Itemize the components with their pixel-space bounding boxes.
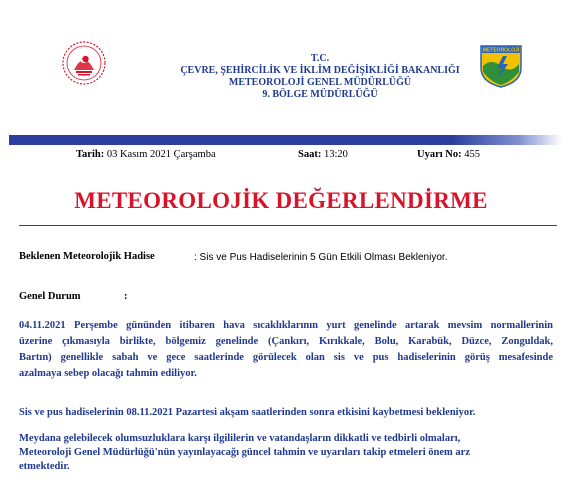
paragraph-forecast-line: Bartın) genellikle sabah ve gece saatlerinde görülecek olan sis ve pus hadiselerinin görüş mesafesinde xyxy=(19,352,553,363)
header-divider-band-fade xyxy=(452,135,562,145)
header-line-ministry: ÇEVRE, ŞEHİRCİLİK VE İKLİM DEĞİŞİKLİĞİ BAKANLIĞI xyxy=(180,65,460,76)
paragraph-advice-line: Meteoroloji Genel Müdürlüğü'nün yayınlayacağı güncel tahmin ve uyarıları takip etmeleri önem arz xyxy=(19,447,470,458)
paragraph-forecast xyxy=(19,318,553,382)
date-field xyxy=(76,149,216,160)
ministry-emblem-icon xyxy=(61,40,107,86)
expected-event-label: Beklenen Meteorolojik Hadise xyxy=(19,251,155,262)
title-divider xyxy=(19,225,557,226)
warning-number-field xyxy=(417,149,480,160)
paragraph-advice xyxy=(19,432,553,474)
warning-number-label: Uyarı No: xyxy=(417,149,462,160)
header-line-directorate: METEOROLOJİ GENEL MÜDÜRLÜĞÜ xyxy=(228,77,412,88)
warning-number-value: 455 xyxy=(464,149,480,160)
paragraph-advice-line: Meydana gelebilecek olumsuzluklara karşı ilgililerin ve vatandaşların dikkatli ve tedbirli olmaları, xyxy=(19,433,461,444)
paragraph-advice-line: etmektedir. xyxy=(19,461,70,472)
logo-lettering: METEOROLOJİ xyxy=(482,47,520,54)
paragraph-forecast-line: 04.11.2021 Perşembe gününden itibaren hava sıcaklıklarının yurt genelinde artarak mevsim normallerinin xyxy=(19,320,553,331)
general-status-label: Genel Durum xyxy=(19,291,81,302)
time-label: Saat: xyxy=(298,149,322,160)
date-label: Tarih: xyxy=(76,149,105,160)
expected-event-value: : Sis ve Pus Hadiselerinin 5 Gün Etkili Olması Bekleniyor. xyxy=(194,252,448,263)
time-field xyxy=(298,149,348,160)
time-value: 13:20 xyxy=(323,149,348,160)
paragraph-forecast-line: üzerine çıkmasıyla birlikte, bölgemiz genelinde (Çankırı, Kırıkkale, Bolu, Karabük, Düzce, Zonguldak, xyxy=(19,336,553,347)
general-status-colon: : xyxy=(124,291,128,302)
page-title: METEOROLOJİK DEĞERLENDİRME xyxy=(74,188,488,213)
meteorology-logo-icon xyxy=(479,42,523,88)
header-block xyxy=(150,53,490,101)
date-value: 03 Kasım 2021 Çarşamba xyxy=(106,149,216,160)
paragraph-end-time: Sis ve pus hadiselerinin 08.11.2021 Pazartesi akşam saatlerinden sonra etkisini kaybetmesi bekleniyor. xyxy=(19,407,476,418)
header-line-region: 9. BÖLGE MÜDÜRLÜĞÜ xyxy=(262,89,378,100)
paragraph-forecast-line: azalmaya sebep olacağı tahmin ediliyor. xyxy=(19,368,197,379)
header-line-tc: T.C. xyxy=(310,53,330,64)
